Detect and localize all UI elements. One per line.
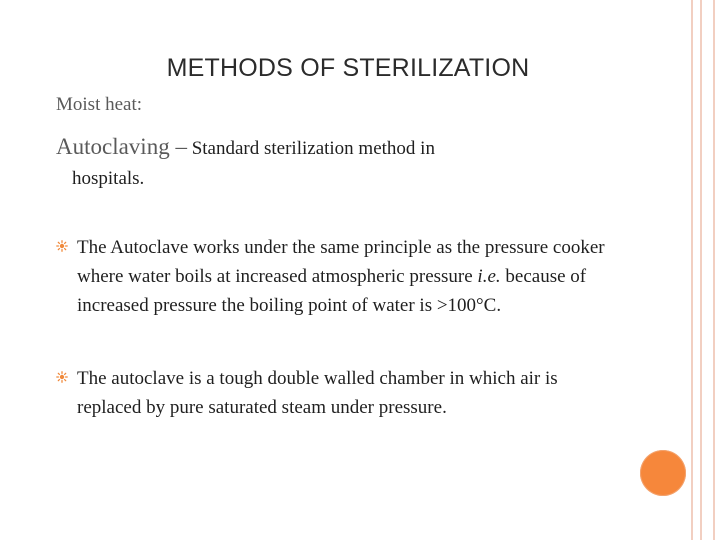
- bullet-item: [56, 364, 626, 422]
- decorative-rail: [713, 0, 715, 540]
- slide-title: METHODS OF STERILIZATION: [166, 54, 530, 82]
- bullet-item: [56, 233, 626, 320]
- lead-text: Standard sterilization method in: [186, 138, 435, 159]
- lead-continuation: hospitals.: [72, 168, 145, 189]
- sun-icon: [56, 240, 68, 252]
- decorative-rail: [700, 0, 702, 540]
- subheading: Moist heat:: [56, 94, 143, 115]
- lead-term: Autoclaving –: [56, 134, 187, 159]
- bullet-text: The autoclave is a tough double walled chamber in which air is replaced by pure saturated steam under pressure.: [77, 368, 558, 418]
- sun-icon: [56, 371, 68, 383]
- bullet-text: because of increased pressure the boiling point of water is >100°C.: [77, 266, 587, 316]
- bullet-text: The Autoclave works under the same principle as the pressure cooker where water boils at increased atmospheric pressure: [77, 237, 605, 287]
- decorative-circle: [640, 450, 686, 496]
- bullet-list: [56, 233, 626, 422]
- bullet-text-italic: i.e.: [477, 266, 501, 287]
- lead-paragraph: [56, 132, 576, 194]
